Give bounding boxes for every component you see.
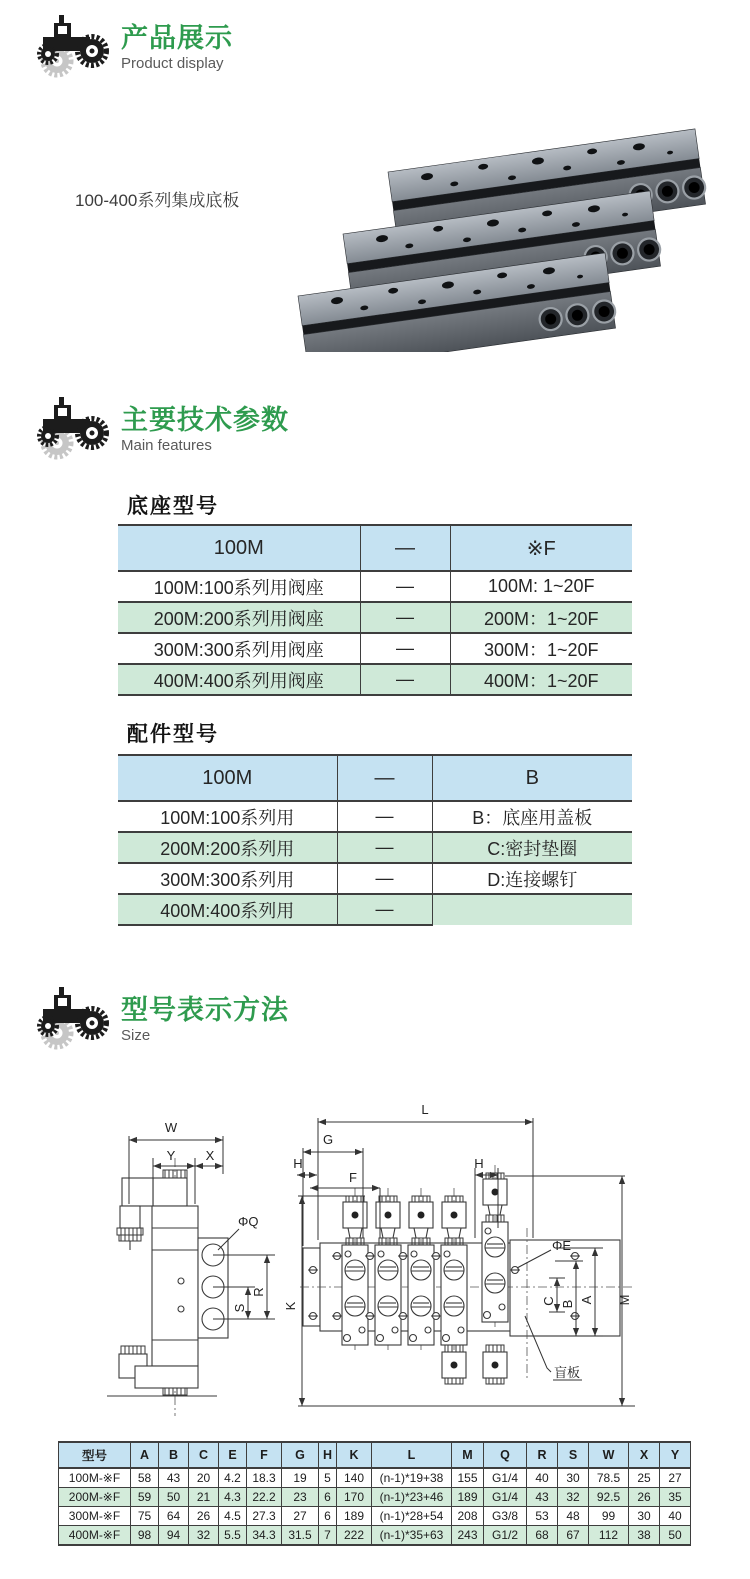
table-cell: 43 [527, 1488, 558, 1507]
product-caption: 100-400系列集成底板 [75, 191, 240, 210]
table-cell: Y [660, 1442, 691, 1468]
table-cell: 23 [282, 1488, 319, 1507]
table-cell: 68 [527, 1526, 558, 1546]
table-cell: C [189, 1442, 219, 1468]
table-cell: 48 [558, 1507, 589, 1526]
table-cell: 40 [660, 1507, 691, 1526]
table-cell: 155 [452, 1468, 484, 1488]
table-cell: 99 [589, 1507, 629, 1526]
section-title-size: 型号表示方法 [121, 995, 289, 1025]
table-cell: 5.5 [219, 1526, 247, 1546]
table-cell: 300M：1~20F [450, 633, 632, 664]
base-table-title: 底座型号 [127, 495, 219, 518]
table-row [118, 801, 632, 832]
table-cell: 200M:200系列用 [118, 832, 337, 863]
table-cell: 222 [337, 1526, 372, 1546]
base-model-table [118, 524, 632, 696]
table-cell: 170 [337, 1488, 372, 1507]
section-title-product: 产品展示 [121, 23, 233, 53]
dim-label-x: X [205, 1148, 215, 1163]
table-cell: H [319, 1442, 337, 1468]
dim-label-w: W [164, 1120, 178, 1135]
table-cell: ※F [450, 525, 632, 571]
table-cell: 31.5 [282, 1526, 319, 1546]
table-cell: 34.3 [247, 1526, 282, 1546]
table-cell: 50 [660, 1526, 691, 1546]
table-cell: — [337, 832, 432, 863]
table-cell: 32 [558, 1488, 589, 1507]
table-cell: 300M-※F [59, 1507, 131, 1526]
table-cell: 98 [131, 1526, 159, 1546]
dim-label-f: F [349, 1170, 357, 1185]
table-cell: — [360, 525, 450, 571]
dimension-table [58, 1441, 691, 1546]
table-row [118, 894, 632, 925]
table-cell: 30 [629, 1507, 660, 1526]
section-header-product [35, 14, 233, 80]
dim-label-phi-e: ΦE [552, 1238, 572, 1253]
table-cell: B：底座用盖板 [432, 801, 632, 832]
table-cell: 140 [337, 1468, 372, 1488]
dim-label-c: C [541, 1296, 556, 1306]
dim-label-h-left: H [293, 1156, 303, 1171]
table-cell: 112 [589, 1526, 629, 1546]
dim-label-l: L [421, 1102, 429, 1117]
section-subtitle-product: Product display [121, 55, 224, 73]
table-row [59, 1507, 691, 1526]
table-row [118, 525, 632, 571]
table-cell: 100M:100系列用阀座 [118, 571, 360, 602]
table-cell: — [360, 571, 450, 602]
table-row [118, 633, 632, 664]
section-title-features: 主要技术参数 [121, 405, 289, 435]
table-cell: X [629, 1442, 660, 1468]
table-cell: 58 [131, 1468, 159, 1488]
dim-label-m: M [617, 1294, 632, 1306]
table-cell: 4.5 [219, 1507, 247, 1526]
table-row [59, 1488, 691, 1507]
table-cell: — [337, 863, 432, 894]
table-cell: 189 [337, 1507, 372, 1526]
tractor-logo-icon [35, 396, 115, 462]
table-cell: G [282, 1442, 319, 1468]
table-cell: 型号 [59, 1442, 131, 1468]
table-cell: C:密封垫圈 [432, 832, 632, 863]
accessory-table-title: 配件型号 [127, 723, 219, 746]
table-cell: 30 [558, 1468, 589, 1488]
table-row [118, 602, 632, 633]
table-cell: 4.2 [219, 1468, 247, 1488]
table-cell: 40 [527, 1468, 558, 1488]
table-cell: F [247, 1442, 282, 1468]
table-cell: 100M:100系列用 [118, 801, 337, 832]
table-cell: 27 [282, 1507, 319, 1526]
table-cell: (n-1)*35+63 [372, 1526, 452, 1546]
dim-label-k: K [283, 1301, 298, 1311]
table-cell: — [360, 633, 450, 664]
table-cell: 92.5 [589, 1488, 629, 1507]
table-cell: — [360, 602, 450, 633]
table-cell: R [527, 1442, 558, 1468]
tractor-logo-icon [35, 14, 115, 80]
table-cell: 64 [159, 1507, 189, 1526]
table-cell: S [558, 1442, 589, 1468]
section-header-size [35, 986, 289, 1052]
table-cell: 400M:400系列用 [118, 894, 337, 925]
table-cell: 400M-※F [59, 1526, 131, 1546]
table-row [118, 571, 632, 602]
table-cell: L [372, 1442, 452, 1468]
table-cell: G3/8 [484, 1507, 527, 1526]
table-cell: 26 [629, 1488, 660, 1507]
table-cell: 35 [660, 1488, 691, 1507]
dim-label-y: Y [166, 1148, 176, 1163]
table-cell [432, 894, 632, 925]
table-cell: 32 [189, 1526, 219, 1546]
dimension-drawing [55, 1078, 705, 1428]
table-cell: — [337, 755, 432, 801]
table-cell: G1/2 [484, 1526, 527, 1546]
section-subtitle-features: Main features [121, 437, 212, 455]
table-cell: W [589, 1442, 629, 1468]
table-cell: 300M:300系列用阀座 [118, 633, 360, 664]
table-cell: (n-1)*19+38 [372, 1468, 452, 1488]
blind-plate-label: 盲板 [554, 1365, 581, 1380]
table-cell: 100M: 1~20F [450, 571, 632, 602]
table-cell: 43 [159, 1468, 189, 1488]
accessory-model-table [118, 754, 632, 926]
table-cell: 200M:200系列用阀座 [118, 602, 360, 633]
table-cell: 22.2 [247, 1488, 282, 1507]
table-cell: 25 [629, 1468, 660, 1488]
table-cell: G1/4 [484, 1488, 527, 1507]
table-cell: D:连接螺钉 [432, 863, 632, 894]
table-cell: 26 [189, 1507, 219, 1526]
product-photo [288, 120, 708, 352]
table-cell: 67 [558, 1526, 589, 1546]
table-cell: — [337, 894, 432, 925]
table-cell: 38 [629, 1526, 660, 1546]
table-cell: 4.3 [219, 1488, 247, 1507]
table-cell: 59 [131, 1488, 159, 1507]
front-view [283, 1102, 635, 1406]
table-row [59, 1442, 691, 1468]
table-cell: 100M [118, 755, 337, 801]
table-row [118, 863, 632, 894]
table-cell: 400M：1~20F [450, 664, 632, 695]
table-cell: B [432, 755, 632, 801]
dim-label-phi-q: ΦQ [238, 1214, 259, 1229]
table-cell: 200M：1~20F [450, 602, 632, 633]
section-subtitle-size: Size [121, 1027, 151, 1045]
table-cell: (n-1)*23+46 [372, 1488, 452, 1507]
table-cell: 6 [319, 1507, 337, 1526]
table-cell: 20 [189, 1468, 219, 1488]
dim-label-r: R [251, 1287, 266, 1297]
table-cell: 75 [131, 1507, 159, 1526]
table-row [118, 832, 632, 863]
table-cell: 200M-※F [59, 1488, 131, 1507]
table-cell: 300M:300系列用 [118, 863, 337, 894]
table-cell: 18.3 [247, 1468, 282, 1488]
table-row [59, 1468, 691, 1488]
table-cell: M [452, 1442, 484, 1468]
table-cell: — [337, 801, 432, 832]
table-cell: 27.3 [247, 1507, 282, 1526]
table-cell: 5 [319, 1468, 337, 1488]
table-cell: 100M [118, 525, 360, 571]
table-cell: E [219, 1442, 247, 1468]
section-header-features [35, 396, 289, 462]
table-cell: 21 [189, 1488, 219, 1507]
table-cell: 400M:400系列用阀座 [118, 664, 360, 695]
dim-label-h-right: H [474, 1156, 484, 1171]
table-row [118, 664, 632, 695]
table-cell: B [159, 1442, 189, 1468]
dim-label-g: G [322, 1132, 334, 1147]
table-cell: 94 [159, 1526, 189, 1546]
dim-label-s: S [232, 1303, 247, 1313]
table-cell: A [131, 1442, 159, 1468]
side-view [107, 1120, 275, 1416]
table-cell: 243 [452, 1526, 484, 1546]
tractor-logo-icon [35, 986, 115, 1052]
table-cell: 6 [319, 1488, 337, 1507]
table-cell: 7 [319, 1526, 337, 1546]
table-row [118, 755, 632, 801]
table-cell: 208 [452, 1507, 484, 1526]
table-cell: K [337, 1442, 372, 1468]
table-cell: 100M-※F [59, 1468, 131, 1488]
table-cell: 78.5 [589, 1468, 629, 1488]
table-cell: 27 [660, 1468, 691, 1488]
table-cell: 189 [452, 1488, 484, 1507]
dim-label-a: A [579, 1295, 594, 1305]
dim-label-b: B [560, 1299, 575, 1309]
table-cell: (n-1)*28+54 [372, 1507, 452, 1526]
table-cell: Q [484, 1442, 527, 1468]
table-cell: 19 [282, 1468, 319, 1488]
table-row [59, 1526, 691, 1546]
table-cell: — [360, 664, 450, 695]
table-cell: 53 [527, 1507, 558, 1526]
table-cell: 50 [159, 1488, 189, 1507]
table-cell: G1/4 [484, 1468, 527, 1488]
